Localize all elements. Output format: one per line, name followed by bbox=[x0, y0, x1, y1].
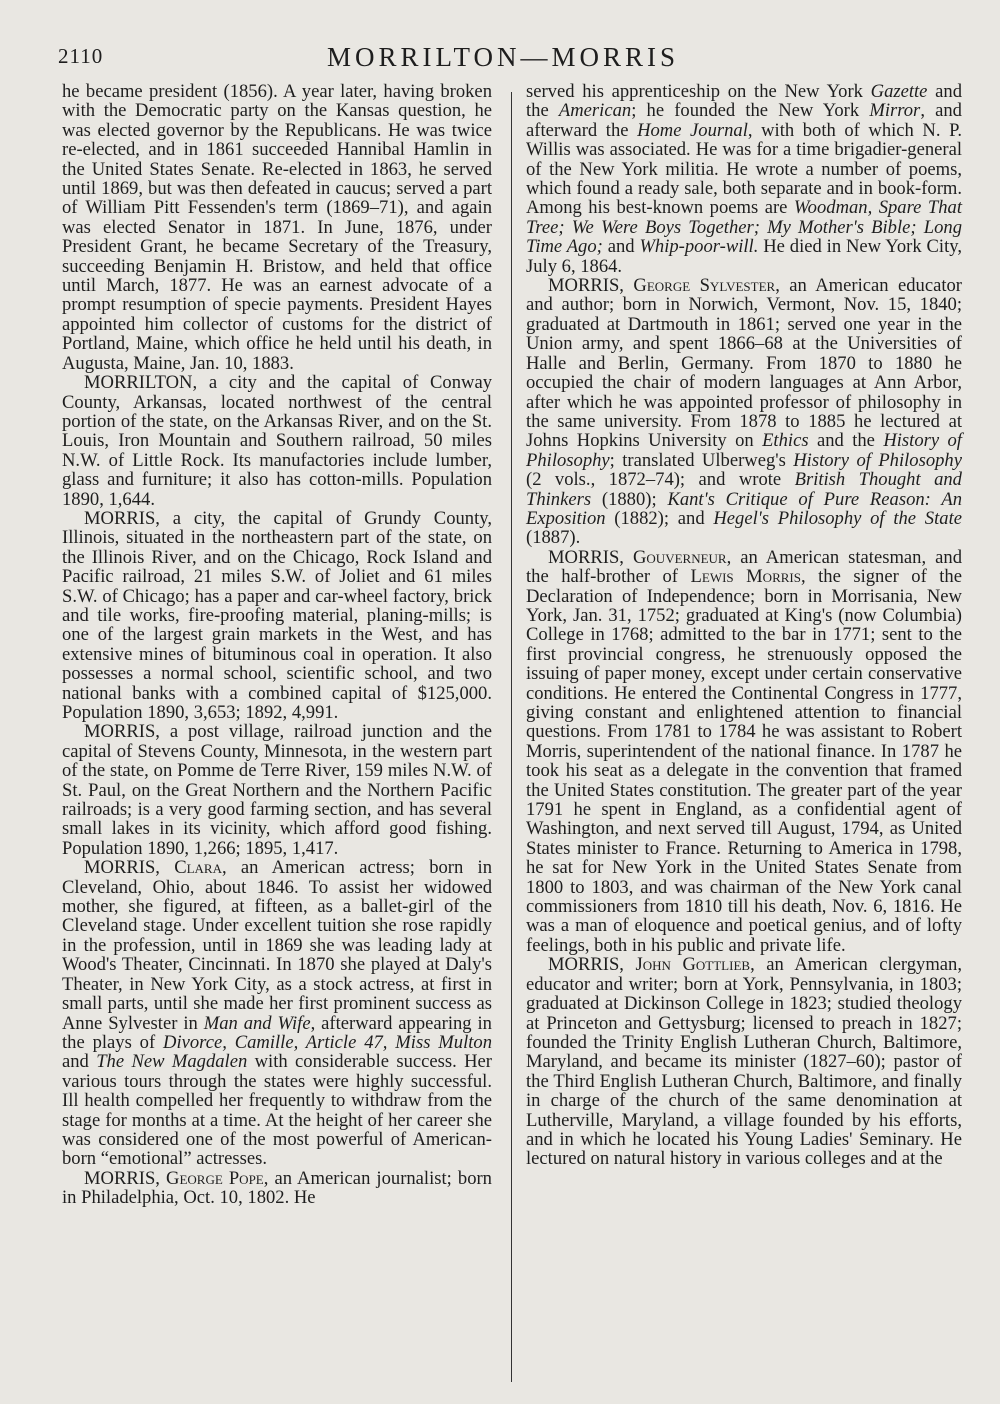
entry-text: , an American statesman, and the half-brother of bbox=[526, 546, 962, 588]
italic-title: Man and Wife bbox=[203, 1012, 311, 1034]
italic-title: Ethics bbox=[762, 430, 809, 452]
running-title: MORRILTON—MORRIS bbox=[326, 42, 680, 72]
page-header bbox=[58, 42, 948, 76]
entry-text: served his apprenticeship on the New York bbox=[526, 81, 871, 102]
entry-name: George Sylvester bbox=[633, 275, 776, 297]
entry-text: MORRIS, a city, the capital of Grundy County, Illinois, situated in the northeastern part of the state, on the Illinois River, and on the Chicago, Rock Island and Pacific railroad, 21 miles S.W. of Joliet and 61 miles S.W. of Chicago; has a paper and car-wheel factory, brick and tile works, fire-proofing material, planing-mills; is one of the largest grain markets in the West, and has extensive mines of bituminous coal in operation. It also possesses a normal school, scientific school, and two national banks with a combined capital of $125,000. Population 1890, 3,653; 1892, 4,991. bbox=[62, 507, 492, 723]
encyclopedia-entry bbox=[526, 955, 962, 1168]
continued-paragraph bbox=[62, 82, 492, 373]
page-number: 2110 bbox=[58, 44, 104, 68]
entry-text: MORRIS, bbox=[548, 954, 636, 976]
right-column bbox=[526, 82, 962, 1169]
entry-text: he became president (1856). A year later, having broken with the Democratic party on the Kansas question, he was elected governor by the Republicans. He was twice re-elected, and in 1861 succeeded Hannibal Hamlin in the United States Senate. Re-elected in 1863, he served until 1869, but was then defeated in caucus; served a part of William Pitt Fessenden's term (1869–71), and again was elected Senator in 1871. In June, 1876, under President Grant, he became Secretary of the Treasury, succeeding Benjamin H. Bristow, and held that office until March, 1877. He was an earnest advocate of a prompt resumption of specie payments. President Hayes appointed him collector of customs for the district of Portland, Maine, which office he held until his death, in Augusta, Maine, Jan. 10, 1883. bbox=[62, 81, 492, 374]
entry-text: and bbox=[602, 236, 640, 258]
italic-title: Divorce, Camille, Article 47, Miss Multon bbox=[163, 1031, 492, 1053]
entry-text: and the bbox=[808, 430, 884, 452]
entry-text: , afterward appearing in the plays of bbox=[62, 1012, 492, 1053]
italic-title: Gazette bbox=[870, 81, 928, 102]
italic-title: Whip-poor-will. bbox=[639, 236, 759, 258]
entry-text: with considerable success. Her various tours through the states were highly successful. Ill health compelled her frequently to withdraw from the stage for months at a time. At the height of her career she was considered one of the most powerful of American-born “emotional” actresses. bbox=[62, 1051, 492, 1170]
entry-text: , with both of which N. P. Willis was associated. He was for a time brigadier-general of the New York militia. He wrote a number of poems, which found a ready sale, both separate and in book-form. Among his best-known poems are bbox=[526, 119, 962, 219]
entry-text: MORRILTON, a city and the capital of Conway County, Arkansas, located northwest of the central portion of the state, on the Arkansas River, and on the St. Louis, Iron Mountain and Southern railroad, 50 miles N.W. of Little Rock. Its manufactories include lumber, glass and furniture; it also has cotton-mills. Population 1890, 1,644. bbox=[62, 372, 492, 510]
entry-text: (1882); and bbox=[605, 507, 714, 529]
entry-text: , an American educator and author; born in Norwich, Vermont, Nov. 15, 1840; graduated at Dartmouth in 1861; served one year in the Union army, and spent 1866–68 at the Universities of Halle and Berlin, Germany. From 1870 to 1880 he occupied the chair of modern languages at Ann Arbor, after which he was appointed professor of philosophy in the same university. From 1878 to 1885 he lectured at Johns Hopkins University on bbox=[526, 275, 962, 452]
entry-text: MORRIS, a post village, railroad junction and the capital of Stevens County, Minnesota, in the western part of the state, on Pomme de Terre River, 159 miles N.W. of St. Paul, on the Great Northern and the Northern Pacific railroads; is a very good farming section, and has several small lakes in its vicinity, which afford good fishing. Population 1890, 1,266; 1895, 1,417. bbox=[62, 721, 492, 859]
encyclopedia-entry bbox=[526, 548, 962, 956]
entry-text: , and afterward the bbox=[526, 100, 962, 141]
encyclopedia-entry bbox=[62, 1169, 492, 1208]
entry-text: (1880); bbox=[591, 488, 668, 510]
entry-text: ; translated Ulberweg's bbox=[609, 449, 794, 471]
entry-text: ; he founded the New York bbox=[631, 100, 870, 122]
entry-text: and bbox=[62, 1051, 97, 1073]
entry-text: MORRIS, bbox=[548, 275, 634, 297]
encyclopedia-entry bbox=[62, 373, 492, 509]
italic-title: Home Journal bbox=[637, 119, 748, 141]
italic-title: Hegel's Philosophy of the State bbox=[713, 507, 962, 529]
entry-name: Gouverneur bbox=[632, 546, 727, 568]
italic-title: Mirror bbox=[869, 100, 921, 122]
entry-text: , an American journalist; born in Philadelphia, Oct. 10, 1802. He bbox=[62, 1167, 492, 1209]
italic-title: Woodman, Spare That Tree; We Were Boys Together; My Mother's Bible; Long Time Ago; bbox=[526, 197, 962, 258]
entry-text: , the signer of the Declaration of Independence; born in Morrisania, New York, Jan. 31, 1752; graduated at King's (now Columbia) College in 1768; admitted to the bar in 1771; sent to the first provincial congress, he strenuously opposed the issuing of paper money, except under certain conservative conditions. He entered the Continental Congress in 1777, giving constant and enlightened attention to financial questions. From 1781 to 1784 he was assistant to Robert Morris, superintendent of the national finance. In 1787 he took his seat as a delegate in the convention that framed the United States constitution. The greater part of the year 1791 he spent in England, as a confidential agent of Washington, and next served till August, 1794, as United States minister to France. Returning to America in 1798, he sat for New York in the United States Senate from 1800 to 1803, and was chairman of the New York canal commissioners from 1810 till his death, Nov. 6, 1816. He was a man of eloquence and poetical genius, and of lofty feelings, both in his public and private life. bbox=[526, 566, 962, 956]
italic-title: History of Philosophy bbox=[793, 449, 962, 471]
entry-text: MORRIS, bbox=[84, 857, 175, 879]
entry-text: , an American actress; born in Cleveland, Ohio, about 1846. To assist her widowed mother, she figured, at fifteen, as a ballet-girl of the Cleveland stage. Under excellent tuition she rose rapidly in the profession, until in 1869 she was leading lady at Wood's Theater, Cincinnati. In 1870 she played at Daly's Theater, in New York City, as a stock actress, at first in small parts, until she made her first prominent success as Anne Sylvester in bbox=[62, 857, 492, 1034]
italic-title: Kant's Critique of Pure Reason: An Exposition bbox=[526, 488, 962, 529]
entry-text: and the bbox=[526, 81, 963, 122]
entry-text: , an American clergyman, educator and writer; born at York, Pennsylvania, in 1803; graduated at Dickinson College in 1823; studied theology at Princeton and Gettysburg; licensed to preach in 1827; founded the Trinity English Lutheran Church, Baltimore, Maryland, and became its minister (1827–60); pastor of the Third English Lutheran Church, Baltimore, and finally in charge of the church of the same denomination at Lutherville, Maryland, a village founded by his efforts, and in which he located his Young Ladies' Seminary. He lectured on natural history in various colleges and at the bbox=[526, 954, 962, 1170]
entry-name: Clara bbox=[174, 857, 222, 879]
entry-name: John Gottlieb bbox=[635, 954, 751, 976]
italic-title: History of Philosophy bbox=[526, 430, 962, 471]
encyclopedia-entry bbox=[62, 509, 492, 722]
italic-title: The New Magdalen bbox=[96, 1051, 248, 1073]
entry-name: George Pope bbox=[166, 1167, 264, 1189]
entry-text: MORRIS, bbox=[84, 1167, 167, 1189]
entry-text: He died in New York City, July 6, 1864. bbox=[526, 236, 962, 277]
italic-title: American bbox=[558, 100, 632, 122]
entry-name: Lewis Morris bbox=[690, 566, 801, 588]
encyclopedia-entry bbox=[62, 722, 492, 858]
encyclopedia-entry bbox=[62, 858, 492, 1169]
entry-text: (1887). bbox=[526, 527, 581, 549]
encyclopedia-entry bbox=[526, 276, 962, 548]
left-column bbox=[62, 82, 492, 1208]
continued-paragraph bbox=[526, 82, 962, 276]
entry-text: (2 vols., 1872–74); and wrote bbox=[526, 469, 795, 491]
italic-title: British Thought and Thinkers bbox=[526, 469, 962, 510]
entry-text: MORRIS, bbox=[548, 546, 633, 568]
column-divider bbox=[511, 92, 512, 1382]
